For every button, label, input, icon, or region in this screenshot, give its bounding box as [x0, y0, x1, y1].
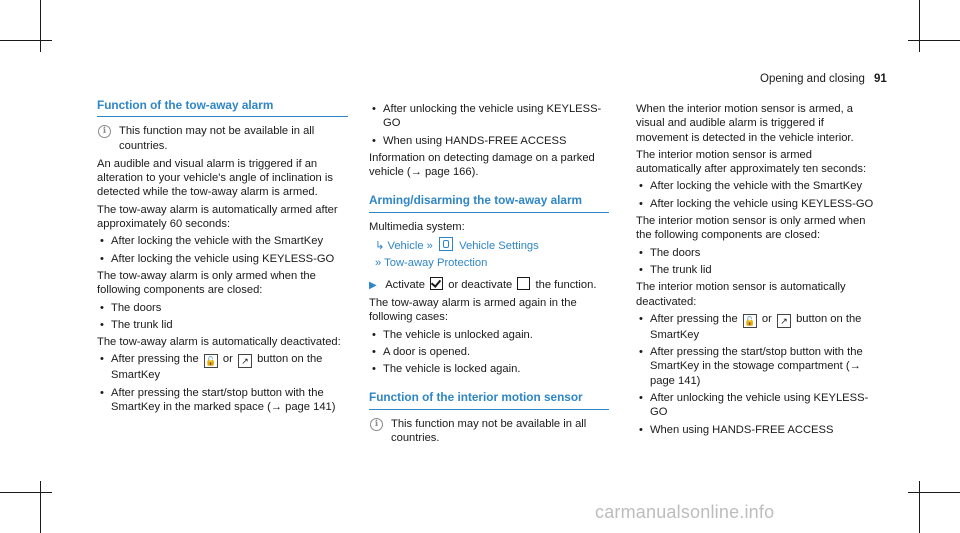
- crop-mark: [908, 40, 960, 41]
- availability-note: [369, 417, 609, 446]
- instruction-step: ▶ Activate or deactivate the function.: [369, 278, 597, 291]
- note-text: This function may not be available in all countries.: [391, 417, 587, 445]
- bullet-list: [636, 312, 876, 437]
- paragraph: The interior motion sensor is armed automatically after approximately ten seconds:: [636, 148, 867, 176]
- step-icon: ▶: [369, 279, 377, 291]
- bullet-icon: •: [639, 197, 643, 210]
- paragraph: The tow-away alarm is automatically armed after approximately 60 seconds:: [97, 203, 338, 231]
- bullet-icon: •: [100, 386, 104, 399]
- list-item: • After unlocking the vehicle using KEYLESS-GO: [372, 103, 602, 130]
- list-item: • After pressing the start/stop button with the SmartKey in the stowage compartment (→ page 141): [639, 346, 863, 387]
- bullet-icon: •: [372, 103, 376, 115]
- list-item: • The vehicle is locked again.: [372, 363, 521, 376]
- path-vehicle-settings[interactable]: Vehicle Settings: [459, 240, 539, 253]
- bullet-list: [636, 246, 876, 278]
- trunk-key-icon: ↗: [238, 354, 252, 368]
- running-header-title: Opening and closing: [760, 73, 865, 85]
- page-number: 91: [874, 73, 887, 85]
- list-item: • The trunk lid: [100, 318, 173, 331]
- info-icon: i: [98, 125, 111, 138]
- list-item: • The doors: [639, 246, 701, 259]
- menu-path: [369, 256, 609, 270]
- bullet-icon: •: [372, 328, 376, 341]
- crop-mark: [0, 40, 52, 41]
- paragraph: Information on detecting damage on a parked vehicle (→ page 166).: [369, 151, 595, 179]
- bullet-icon: •: [639, 246, 643, 259]
- crop-mark: [40, 0, 41, 52]
- bullet-icon: •: [372, 345, 376, 358]
- bullet-icon: •: [372, 134, 376, 147]
- bullet-icon: •: [100, 301, 104, 314]
- middle-column: [369, 102, 609, 449]
- left-column: [97, 98, 348, 417]
- paragraph: When the interior motion sensor is armed, a visual and audible alarm is triggered if movement is detected in the vehicle interior.: [636, 103, 854, 144]
- list-item: • After pressing the 🔓 or ↗ button on the SmartKey: [639, 312, 862, 341]
- list-item: • The doors: [100, 301, 162, 314]
- list-item: • After locking the vehicle with the SmartKey: [639, 180, 863, 193]
- right-column: [636, 102, 876, 440]
- crop-mark: [40, 481, 41, 533]
- list-item: • After locking the vehicle using KEYLESS-GO: [100, 252, 335, 265]
- list-item: • After locking the vehicle using KEYLESS-GO: [639, 197, 874, 210]
- bullet-list: [636, 179, 876, 211]
- menu-path: [369, 237, 609, 253]
- bullet-icon: •: [639, 392, 643, 405]
- paragraph: An audible and visual alarm is triggered if an alteration to your vehicle's angle of inclination is detected while the tow-away alarm is armed.: [97, 157, 333, 199]
- list-item: • After unlocking the vehicle using KEYLESS-GO: [639, 392, 869, 419]
- list-item: • When using HANDS-FREE ACCESS: [372, 134, 567, 147]
- watermark-text: carmanualsonline.info: [595, 502, 775, 522]
- checkbox-checked-icon: [430, 277, 443, 290]
- info-icon: i: [370, 418, 383, 431]
- list-item: • A door is opened.: [372, 345, 471, 358]
- bullet-icon: •: [100, 318, 104, 331]
- availability-note: [97, 124, 348, 153]
- list-item: • The vehicle is unlocked again.: [372, 328, 533, 341]
- paragraph: The interior motion sensor is automatically deactivated:: [636, 281, 846, 308]
- bullet-icon: •: [100, 353, 104, 366]
- submenu-arrow-icon: ↳: [375, 240, 385, 253]
- bullet-icon: •: [639, 423, 643, 436]
- list-item: • After locking the vehicle with the SmartKey: [100, 235, 324, 248]
- path-vehicle[interactable]: Vehicle: [387, 240, 424, 253]
- path-tow-away-protection[interactable]: Tow-away Protection: [384, 257, 488, 270]
- unlock-key-icon: 🔓: [744, 315, 756, 326]
- crop-mark: [919, 0, 920, 52]
- list-item: • When using HANDS-FREE ACCESS: [639, 423, 834, 436]
- list-item: • After pressing the start/stop button with the SmartKey in the marked space (→ page 141): [100, 386, 336, 414]
- section-heading-interior-sensor: Function of the interior motion sensor: [369, 390, 609, 409]
- crop-mark: [0, 492, 52, 493]
- bullet-list: [369, 328, 609, 377]
- crop-mark: [919, 481, 920, 533]
- bullet-icon: •: [100, 235, 104, 248]
- note-text: This function may not be available in all countries.: [119, 125, 315, 152]
- bullet-icon: •: [639, 312, 643, 325]
- list-item: • After pressing the 🔓 or ↗ button on the SmartKey: [100, 353, 323, 382]
- bullet-list: [97, 352, 348, 414]
- paragraph: The tow-away alarm is only armed when the following components are closed:: [97, 269, 316, 297]
- bullet-icon: •: [639, 263, 643, 276]
- list-item: • The trunk lid: [639, 263, 712, 276]
- paragraph: The tow-away alarm is armed again in the following cases:: [369, 296, 577, 324]
- bullet-list: [97, 301, 348, 333]
- checkbox-unchecked-icon: [517, 277, 530, 290]
- paragraph: The interior motion sensor is only armed when the following components are closed:: [636, 215, 866, 242]
- bullet-icon: •: [100, 252, 104, 265]
- crop-mark: [908, 492, 960, 493]
- section-heading-tow-away: Function of the tow-away alarm: [97, 98, 348, 117]
- menu-label: Multimedia system:: [369, 220, 465, 233]
- bullet-icon: •: [372, 363, 376, 376]
- bullet-icon: •: [639, 346, 643, 359]
- chevron-icon: »: [426, 240, 433, 253]
- bullet-list: [97, 234, 348, 266]
- paragraph: The tow-away alarm is automatically deactivated:: [97, 336, 341, 349]
- chevron-icon: »: [375, 257, 382, 270]
- trunk-key-icon: ↗: [777, 314, 791, 328]
- bullet-list: [369, 102, 609, 148]
- bullet-icon: •: [639, 180, 643, 193]
- unlock-key-icon: 🔓: [205, 356, 217, 367]
- vehicle-settings-icon: [439, 237, 453, 251]
- section-heading-arming: Arming/disarming the tow-away alarm: [369, 193, 609, 212]
